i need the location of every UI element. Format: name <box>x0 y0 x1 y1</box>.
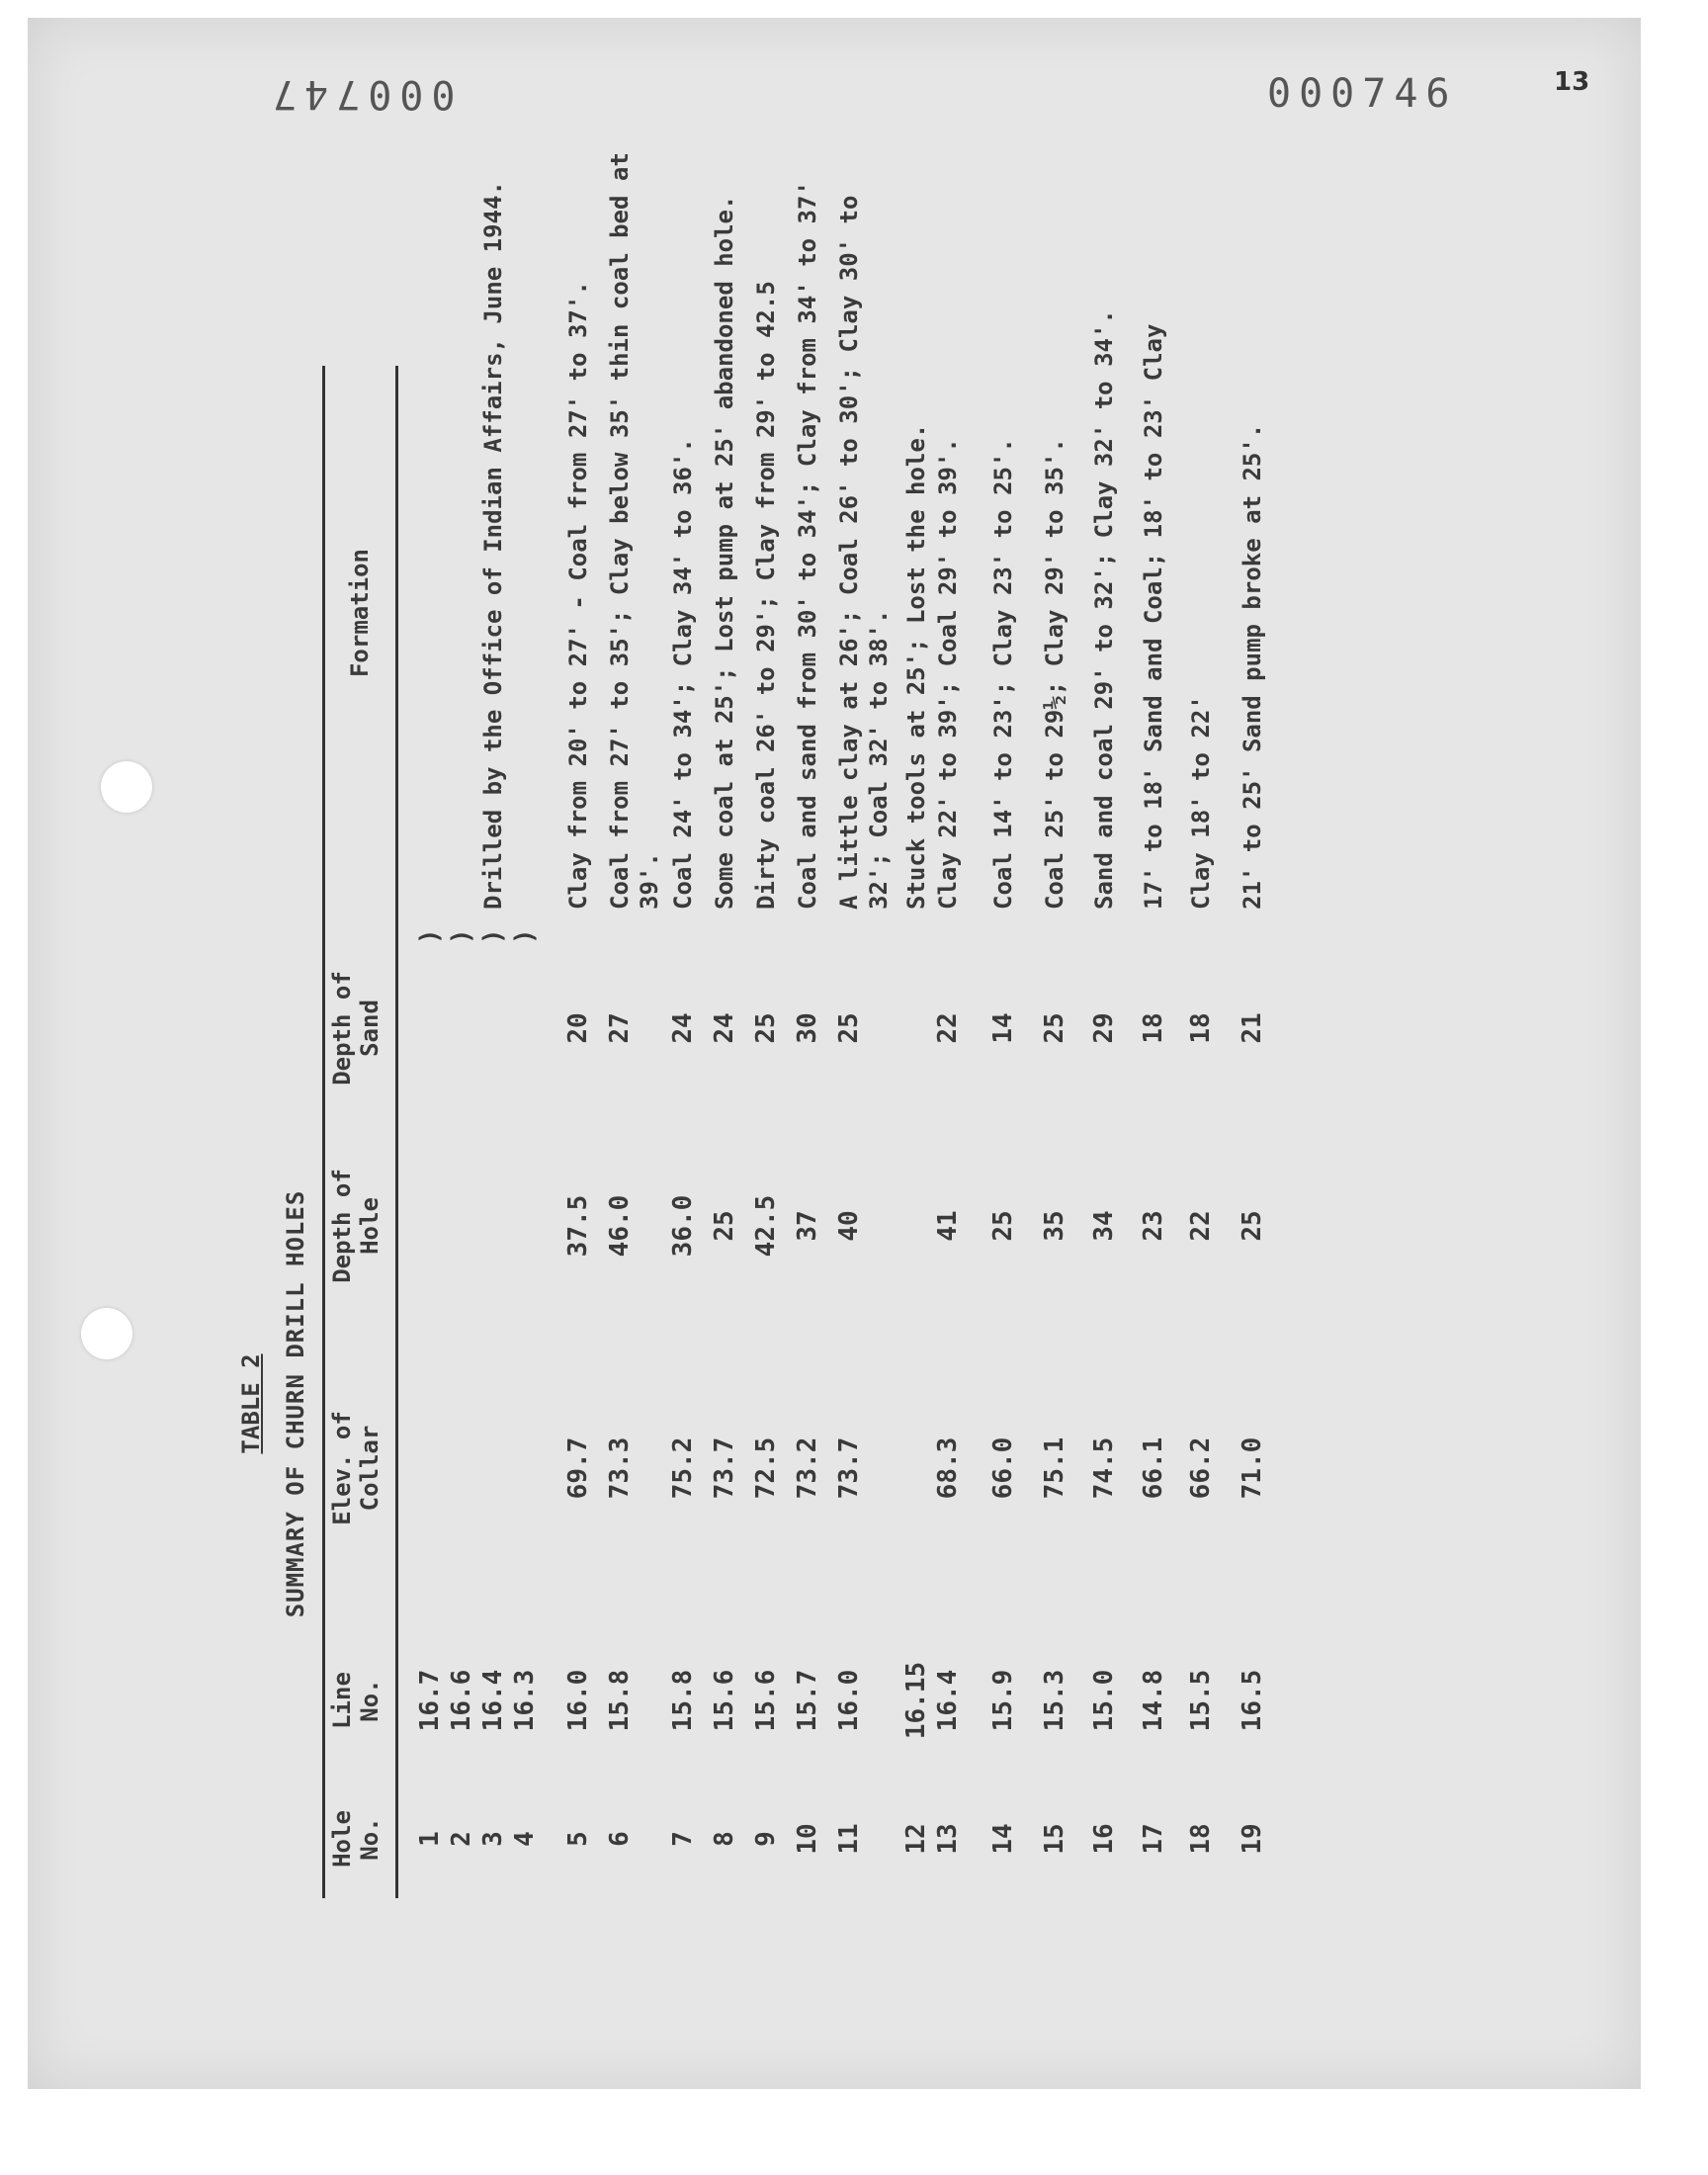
hole-number-cell: 11 <box>834 1823 864 1855</box>
hole-number-cell: 2 <box>447 1831 476 1847</box>
hole-number-cell: 18 <box>1186 1823 1216 1855</box>
line-number-cell: 15.6 <box>710 1669 739 1732</box>
formation-cell: Stuck tools at 25'; Lost the hole. <box>902 423 930 910</box>
header-depth-hole: Depth of Hole <box>328 1169 384 1283</box>
hole-depth-cell: 22 <box>1186 1210 1216 1242</box>
sand-depth-cell: 29 <box>1089 1012 1119 1044</box>
hole-depth-cell: 25 <box>710 1210 739 1242</box>
line-number-cell: 16.4 <box>933 1669 963 1732</box>
collar-elevation-cell: 73.3 <box>605 1436 635 1500</box>
hole-depth-cell: 35 <box>1040 1210 1069 1242</box>
line-number-cell: 16.0 <box>563 1669 593 1732</box>
hole-depth-cell: 41 <box>933 1210 963 1242</box>
header-depth-sand: Depth of Sand <box>328 971 384 1086</box>
punch-hole-lower <box>81 1308 132 1359</box>
collar-elevation-cell: 75.1 <box>1040 1436 1069 1500</box>
sand-depth-cell: 25 <box>1040 1012 1069 1044</box>
sand-depth-cell: 24 <box>710 1012 739 1044</box>
document-stamp-number: 000746 <box>1267 71 1458 117</box>
collar-elevation-cell: 73.7 <box>710 1436 739 1500</box>
hole-number-cell: 6 <box>605 1831 635 1847</box>
sand-depth-cell: 30 <box>793 1012 822 1044</box>
hole-number-cell: 4 <box>510 1831 540 1847</box>
table-subtitle: SUMMARY OF CHURN DRILL HOLES <box>282 1189 309 1618</box>
sand-depth-cell: 22 <box>933 1012 963 1044</box>
hole-number-cell: 10 <box>793 1823 822 1855</box>
collar-elevation-cell: 66.1 <box>1139 1436 1168 1500</box>
sand-depth-cell: 27 <box>605 1012 635 1044</box>
line-number-cell: 15.8 <box>668 1669 698 1732</box>
hole-depth-cell: 25 <box>1238 1210 1267 1242</box>
sand-depth-cell: 18 <box>1186 1012 1216 1044</box>
hole-number-cell: 17 <box>1139 1823 1168 1855</box>
line-number-cell: 14.8 <box>1139 1669 1168 1732</box>
sand-depth-cell: 20 <box>563 1012 593 1044</box>
line-number-cell: 15.7 <box>793 1669 822 1732</box>
hole-number-cell: 5 <box>563 1831 593 1847</box>
hole-number-cell: 9 <box>751 1831 781 1847</box>
header-rule-bottom <box>395 366 398 1898</box>
formation-cell: Clay 22' to 39'; Coal 29' to 39'. <box>934 438 962 910</box>
page-number: 13 <box>1554 67 1590 97</box>
header-rule-top <box>322 366 325 1898</box>
formation-cell: Some coal at 25'; Lost pump at 25' abandoned hole. <box>711 195 738 910</box>
line-number-cell: 16.0 <box>834 1669 864 1732</box>
rotated-table <box>237 119 1443 1898</box>
group-brace-mark: ) <box>447 928 476 944</box>
sand-depth-cell: 25 <box>751 1012 781 1044</box>
group-brace-mark: ) <box>415 928 445 944</box>
collar-elevation-cell: 75.2 <box>668 1436 698 1500</box>
table-title: TABLE 2 <box>237 1353 265 1454</box>
hole-depth-cell: 37.5 <box>563 1194 593 1258</box>
formation-cell: A little clay at 26'; Coal 26' to 30'; Clay 30' to 32'; Coal 32' to 38'. <box>835 195 893 910</box>
hole-number-cell: 12 <box>901 1823 931 1855</box>
formation-cell: Clay 18' to 22' <box>1187 695 1215 910</box>
header-hole-no: Hole No. <box>328 1810 384 1868</box>
punch-hole-upper <box>101 761 152 813</box>
hole-number-cell: 13 <box>933 1823 963 1855</box>
header-formation: Formation <box>346 548 374 678</box>
hole-number-cell: 19 <box>1238 1823 1267 1855</box>
formation-cell: Coal 25' to 29½; Clay 29' to 35'. <box>1041 438 1068 910</box>
group-brace-mark: ) <box>510 928 540 944</box>
formation-cell: Clay from 20' to 27' - Coal from 27' to 37'. <box>564 281 592 910</box>
sand-depth-cell: 18 <box>1139 1012 1168 1044</box>
hole-number-cell: 14 <box>988 1823 1018 1855</box>
hole-depth-cell: 42.5 <box>751 1194 781 1258</box>
hole-depth-cell: 34 <box>1089 1210 1119 1242</box>
hole-depth-cell: 40 <box>834 1210 864 1242</box>
formation-cell: Sand and coal 29' to 32'; Clay 32' to 34'. <box>1090 309 1118 910</box>
line-number-cell: 16.3 <box>510 1669 540 1732</box>
sand-depth-cell: 24 <box>668 1012 698 1044</box>
line-number-cell: 16.4 <box>478 1669 508 1732</box>
hole-depth-cell: 36.0 <box>668 1194 698 1258</box>
line-number-cell: 16.15 <box>901 1661 931 1740</box>
line-number-cell: 15.8 <box>605 1669 635 1732</box>
sand-depth-cell: 25 <box>834 1012 864 1044</box>
formation-cell: Coal and sand from 30' to 34'; Clay from 34' to 37' <box>794 181 821 910</box>
scan-margin <box>0 2089 1708 2175</box>
hole-depth-cell: 25 <box>988 1210 1018 1242</box>
collar-elevation-cell: 73.7 <box>834 1436 864 1500</box>
hole-number-cell: 3 <box>478 1831 508 1847</box>
collar-elevation-cell: 73.2 <box>793 1436 822 1500</box>
formation-cell: 17' to 18' Sand and Coal; 18' to 23' Clay <box>1140 323 1167 910</box>
formation-cell: 21' to 25' Sand pump broke at 25'. <box>1238 423 1266 910</box>
document-stamp-number-mirrored: 000747 <box>265 71 456 117</box>
grouped-note: Drilled by the Office of Indian Affairs, June 1944. <box>479 181 507 910</box>
hole-depth-cell: 23 <box>1139 1210 1168 1242</box>
line-number-cell: 15.3 <box>1040 1669 1069 1732</box>
hole-depth-cell: 37 <box>793 1210 822 1242</box>
collar-elevation-cell: 69.7 <box>563 1436 593 1500</box>
header-line-no: Line No. <box>328 1672 384 1729</box>
sand-depth-cell: 14 <box>988 1012 1018 1044</box>
formation-cell: Coal 24' to 34'; Clay 34' to 36'. <box>669 438 697 910</box>
collar-elevation-cell: 71.0 <box>1238 1436 1267 1500</box>
header-elev-collar: Elev. of Collar <box>328 1411 384 1525</box>
line-number-cell: 16.7 <box>415 1669 445 1732</box>
formation-cell: Coal from 27' to 35'; Clay below 35' thin coal bed at 39'. <box>606 152 663 910</box>
collar-elevation-cell: 66.0 <box>988 1436 1018 1500</box>
sand-depth-cell: 21 <box>1238 1012 1267 1044</box>
hole-depth-cell: 46.0 <box>605 1194 635 1258</box>
collar-elevation-cell: 72.5 <box>751 1436 781 1500</box>
collar-elevation-cell: 66.2 <box>1186 1436 1216 1500</box>
hole-number-cell: 16 <box>1089 1823 1119 1855</box>
line-number-cell: 15.9 <box>988 1669 1018 1732</box>
collar-elevation-cell: 68.3 <box>933 1436 963 1500</box>
line-number-cell: 16.6 <box>447 1669 476 1732</box>
line-number-cell: 16.5 <box>1238 1669 1267 1732</box>
hole-number-cell: 7 <box>668 1831 698 1847</box>
hole-number-cell: 8 <box>710 1831 739 1847</box>
group-brace-mark: ) <box>478 928 508 944</box>
line-number-cell: 15.6 <box>751 1669 781 1732</box>
formation-cell: Coal 14' to 23'; Clay 23' to 25'. <box>989 438 1017 910</box>
collar-elevation-cell: 74.5 <box>1089 1436 1119 1500</box>
line-number-cell: 15.0 <box>1089 1669 1119 1732</box>
hole-number-cell: 15 <box>1040 1823 1069 1855</box>
formation-cell: Dirty coal 26' to 29'; Clay from 29' to 42.5 <box>752 281 780 910</box>
line-number-cell: 15.5 <box>1186 1669 1216 1732</box>
hole-number-cell: 1 <box>415 1831 445 1847</box>
